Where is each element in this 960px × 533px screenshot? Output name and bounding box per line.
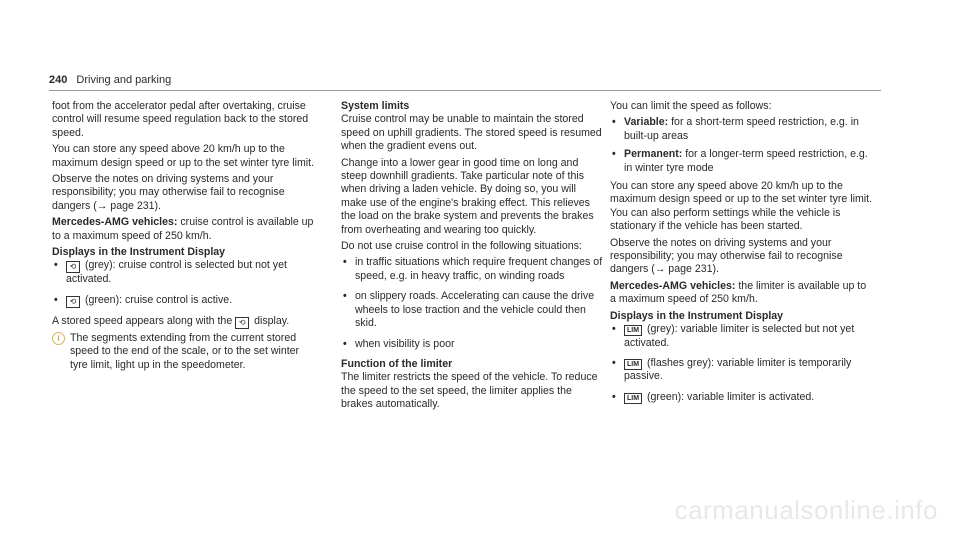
display-list — [52, 259, 314, 307]
text: for a short-term speed restriction, e.g. in built-up areas — [624, 116, 859, 142]
column-2 — [341, 100, 603, 415]
column-3 — [610, 100, 872, 411]
arrow-icon: → — [654, 263, 666, 276]
amg-label: Mercedes-AMG vehicles: — [52, 216, 178, 229]
note-text: The segments extending from the current stored speed to the end of the scale, or to the set winter tyre limit, light up in the speedometer. — [70, 331, 300, 371]
list-item: • on slippery roads. Accelerating can cause the drive wheels to lose traction and the vehicle could then skid. — [341, 290, 603, 330]
display-list — [610, 323, 872, 404]
section-heading: Function of the limiter — [341, 357, 453, 370]
page-header — [49, 74, 171, 87]
limiter-icon: LIM — [624, 325, 642, 336]
list-item — [610, 391, 872, 404]
mode-label: Permanent: — [624, 148, 683, 161]
text: A stored speed appears along with the — [52, 314, 236, 327]
paragraph: foot from the accelerator pedal after overtaking, cruise control will resume speed regulation back to the stored speed. — [52, 100, 309, 139]
paragraph: You can store any speed above 20 km/h up to the maximum design speed or up to the set winter tyre limit. — [52, 143, 315, 169]
cruise-control-icon: ⟲ — [235, 317, 249, 329]
text: (grey): cruise control is selected but not yet activated. — [66, 259, 287, 286]
paragraph — [52, 216, 314, 243]
list-item — [52, 259, 314, 286]
paragraph — [52, 315, 314, 329]
header-divider — [49, 90, 881, 91]
text: cruise control is available up to a maximum speed of 250 km/h. — [52, 216, 314, 242]
text: for a longer-term speed restriction, e.g. in winter tyre mode — [624, 148, 868, 174]
column-1 — [52, 100, 314, 372]
text: Observe the notes on driving systems and your responsibility; you may otherwise fail to recognise dangers ( — [610, 236, 843, 276]
list-item: • when visibility is poor — [341, 338, 603, 351]
text: (flashes grey): variable limiter is temporarily passive. — [624, 356, 852, 383]
info-icon: i — [52, 332, 65, 345]
paragraph: Cruise control may be unable to maintain the stored speed on uphill gradients. The stored speed is resumed when the gradient evens out. — [341, 113, 602, 153]
info-note — [52, 332, 314, 372]
arrow-icon: → — [96, 199, 108, 212]
text: display. — [251, 314, 290, 327]
paragraph — [52, 173, 314, 213]
paragraph: The limiter restricts the speed of the vehicle. To reduce the speed to the set speed, the limiter applies the brakes automatically. — [341, 371, 598, 411]
text: (green): cruise control is active. — [82, 293, 233, 306]
text: the limiter is available up to a maximum speed of 250 km/h. — [610, 279, 867, 306]
list-item — [610, 323, 872, 350]
section-heading: Displays in the Instrument Display — [610, 309, 784, 322]
cruise-control-icon: ⟲ — [66, 296, 80, 308]
paragraph — [610, 237, 872, 277]
list-item: • in traffic situations which require frequent changes of speed, e.g. in heavy traffic, on winding roads — [341, 256, 603, 283]
list-item — [610, 148, 872, 175]
text: Observe the notes on driving systems and your responsibility; you may otherwise fail to recognise dangers ( — [52, 173, 285, 212]
section-title: Driving and parking — [76, 74, 172, 86]
paragraph: You can store any speed above 20 km/h up to the maximum design speed or up to the set winter tyre limit. You can also perform settings while the vehicle is stationary if the vehicle has been started. — [610, 180, 873, 233]
list-item — [610, 116, 872, 143]
limits-list — [341, 256, 603, 350]
watermark: carmanualsonline.info — [674, 495, 938, 525]
page-link[interactable]: page 231). — [665, 263, 719, 276]
amg-label: Mercedes-AMG vehicles: — [610, 279, 736, 292]
paragraph: Do not use cruise control in the following situations: — [341, 240, 582, 253]
section-heading: System limits — [341, 100, 410, 112]
limiter-icon: LIM — [624, 393, 642, 404]
text: (grey): variable limiter is selected but not yet activated. — [624, 323, 855, 349]
page-link[interactable]: page 231). — [107, 199, 161, 212]
mode-list — [610, 116, 872, 175]
mode-label: Variable: — [624, 116, 669, 129]
paragraph: You can limit the speed as follows: — [610, 100, 772, 112]
list-item — [52, 294, 314, 308]
section-heading: Displays in the Instrument Display — [52, 246, 226, 259]
paragraph: Change into a lower gear in good time on long and steep downhill gradients. Take particular note of this when driving a laden vehicle. By doing so, you will make use of the engine's braking effect. This relieves the load on the brake system and prevents the brakes from overheating and wearing too quickly. — [341, 156, 594, 236]
paragraph — [610, 280, 872, 307]
cruise-control-icon: ⟲ — [66, 261, 80, 273]
limiter-icon: LIM — [624, 359, 642, 370]
list-item — [610, 357, 872, 384]
text: (green): variable limiter is activated. — [644, 390, 815, 403]
page-number: 240 — [49, 74, 68, 86]
